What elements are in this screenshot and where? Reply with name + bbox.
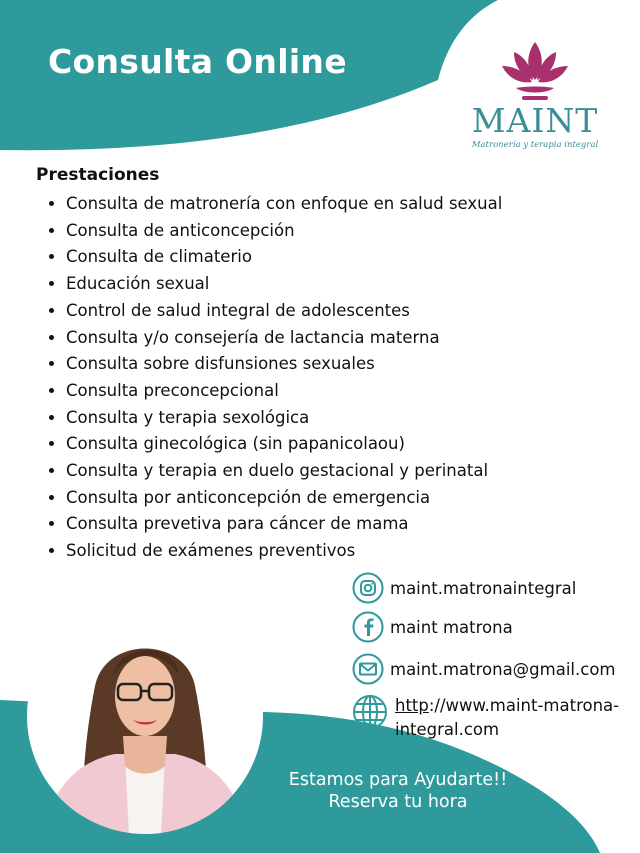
- service-item: • Consulta y terapia en duelo gestacional y perinatal: [66, 458, 502, 485]
- facebook-name[interactable]: maint matrona: [390, 617, 513, 637]
- email-address[interactable]: maint.matrona@gmail.com: [390, 659, 616, 679]
- services-heading: Prestaciones: [36, 165, 160, 185]
- website-url-scheme[interactable]: http: [395, 696, 429, 715]
- service-item: • Solicitud de exámenes preventivos: [66, 538, 502, 565]
- service-item: • Consulta preconcepcional: [66, 378, 502, 405]
- contact-facebook[interactable]: [352, 611, 513, 643]
- service-item: • Consulta de climaterio: [66, 244, 502, 271]
- service-item: • Consulta de matronería con enfoque en salud sexual: [66, 191, 502, 218]
- contact-instagram[interactable]: [352, 572, 576, 604]
- service-item: • Consulta de anticoncepción: [66, 218, 502, 245]
- service-item: • Consulta ginecológica (sin papanicolaou): [66, 431, 502, 458]
- instagram-icon[interactable]: [352, 572, 384, 604]
- brand-tagline: Matronería y terapia integral: [471, 140, 599, 150]
- globe-icon[interactable]: [352, 694, 388, 730]
- service-item: • Educación sexual: [66, 271, 502, 298]
- contact-website[interactable]: [352, 694, 635, 742]
- call-to-action: [262, 769, 534, 813]
- brand-logo: [455, 36, 615, 150]
- facebook-icon[interactable]: [352, 611, 384, 643]
- cta-line-1: Estamos para Ayudarte!!: [288, 770, 508, 790]
- lotus-icon: [500, 36, 570, 102]
- instagram-handle[interactable]: maint.matronaintegral: [390, 578, 577, 598]
- service-item: • Consulta por anticoncepción de emergencia: [66, 485, 502, 512]
- website-url-rest[interactable]: ://www.maint-matrona-integral.com: [395, 696, 620, 739]
- service-item: • Consulta y/o consejería de lactancia materna: [66, 325, 502, 352]
- service-item: • Consulta prevetiva para cáncer de mama: [66, 511, 502, 538]
- services-list: [36, 191, 502, 565]
- contact-email[interactable]: [352, 653, 616, 685]
- profile-photo: [25, 596, 265, 836]
- mail-icon[interactable]: [352, 653, 384, 685]
- service-item: • Control de salud integral de adolescentes: [66, 298, 502, 325]
- service-item: • Consulta y terapia sexológica: [66, 405, 502, 432]
- brand-name: MAINT: [471, 101, 599, 140]
- website-url[interactable]: [395, 694, 635, 742]
- page-title: Consulta Online: [48, 42, 347, 81]
- service-item: • Consulta sobre disfunsiones sexuales: [66, 351, 502, 378]
- cta-line-2: Reserva tu hora: [328, 792, 468, 812]
